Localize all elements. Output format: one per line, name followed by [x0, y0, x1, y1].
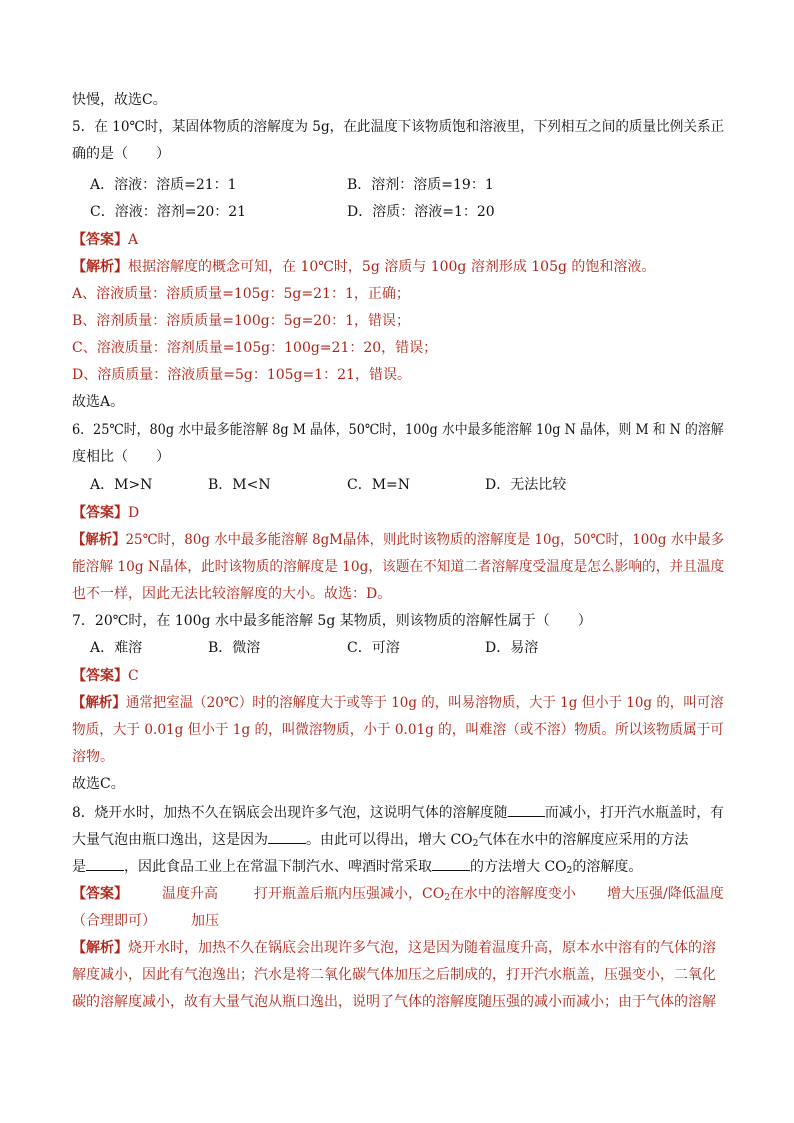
q8-stem-text: 是: [72, 859, 86, 875]
q5-analysis-b: B、溶剂质量：溶质质量=100g：5g=20：1，错误；: [72, 313, 411, 329]
q8-stem-text: 。由此可以得出，增大 CO: [306, 832, 473, 848]
q8-stem-text: 8．烧开水时，加热不久在锅底会出现许多气泡，这说明气体的溶解度随: [72, 805, 508, 821]
q5-analysis-c: C、溶液质量：溶剂质量=105g：100g=21：20，错误；: [72, 340, 438, 356]
answer-tag: 【答案】: [72, 668, 128, 684]
q8-answer-4: 加压: [191, 913, 219, 929]
q5-option-a: A．溶液：溶质=21：1: [90, 177, 237, 193]
q7-analysis-line1: [72, 693, 724, 713]
q8-answer-line1: [72, 884, 724, 904]
q8-analysis-line2: 解度减小，因此有气泡逸出；汽水是将二氧化碳气体加压之后制成的，打开汽水瓶盖，压强变小，二氧化: [72, 967, 716, 983]
q8-answer-3-note: （合理即可）: [72, 913, 156, 929]
answer-tag: 【答案】: [72, 886, 128, 902]
q7-analysis-line2: 物质，大于 0.01g 但小于 1g 的，叫微溶物质，小于 0.01g 的，叫难溶（或不溶）物质。所以该物质属于可: [72, 722, 724, 738]
analysis-tag: 【解析】: [72, 259, 128, 275]
q6-analysis-line3: 也不一样，因此无法比较溶解度的大小。故选：D。: [72, 586, 392, 602]
q8-stem-line3: [72, 856, 642, 877]
q8-stem-line2: [72, 829, 688, 850]
q5-option-c: C．溶液：溶剂=20：21: [90, 204, 247, 220]
q8-stem-text: 大量气泡由瓶口逸出，这是因为: [72, 832, 268, 848]
q8-analysis-line3: 碳的溶解度减小，故有大量气泡从瓶口逸出，说明了气体的溶解度随压强的减小而减小；由于气体的溶解: [72, 994, 716, 1010]
q7-option-b: B．微溶: [208, 640, 261, 656]
q8-stem-text: ，因此食品工业上在常温下制汽水、啤酒时常采取: [124, 859, 432, 875]
q6-analysis-text1: 25℃时，80g 水中最多能溶解 8gM晶体，则此时该物质的溶解度是 10g，50℃时，100g 水中最多: [125, 532, 725, 548]
q7-option-a: A．难溶: [90, 640, 143, 656]
fill-blank[interactable]: [86, 856, 124, 871]
q5-answer-value: A: [128, 232, 139, 248]
q5-stem-line1: 5．在 10℃时，某固体物质的溶解度为 5g，在此温度下该物质饱和溶液里，下列相互之间的质量比例关系正: [72, 119, 725, 135]
q5-conclusion: 故选A。: [72, 394, 125, 410]
answer-tag: 【答案】: [72, 505, 128, 521]
prev-analysis-tail: 快慢，故选C。: [72, 92, 167, 108]
fill-blank[interactable]: [268, 829, 306, 844]
q7-answer: [72, 666, 139, 686]
q5-option-b: B．溶剂：溶质=19：1: [347, 177, 494, 193]
q5-analysis-d: D、溶质质量：溶液质量=5g：105g=1：21，错误。: [72, 367, 411, 383]
q5-stem-line2: 确的是（ ）: [72, 146, 170, 162]
q6-option-b: B．M<N: [208, 477, 271, 493]
q6-answer: [72, 503, 139, 523]
q6-stem-line1: 6．25℃时，80g 水中最多能溶解 8g M 晶体，50℃时，100g 水中最多能溶解 10g N 晶体，则 M 和 N 的溶解: [72, 422, 724, 438]
q6-option-d: D．无法比较: [485, 477, 567, 493]
analysis-tag: 【解析】: [72, 940, 128, 956]
q8-stem-line1: [72, 802, 724, 823]
q5-option-d: D．溶质：溶液=1：20: [347, 204, 495, 220]
q6-option-a: A．M>N: [90, 477, 153, 493]
q5-answer: [72, 230, 138, 250]
q8-analysis-line1: [72, 938, 716, 958]
q8-answer-3: 增大压强/降低温度: [607, 886, 724, 902]
q8-stem-text: 的溶解度。: [572, 859, 643, 875]
q7-answer-value: C: [128, 668, 139, 684]
analysis-tag: 【解析】: [72, 532, 126, 548]
q7-conclusion: 故选C。: [72, 776, 125, 792]
fill-blank[interactable]: [432, 856, 470, 871]
subscript: 2: [444, 893, 450, 903]
q6-stem-line2: 度相比（ ）: [72, 449, 170, 465]
q8-analysis-text1: 烧开水时，加热不久在锅底会出现许多气泡，这是因为随着温度升高，原本水中溶有的气体的溶: [128, 940, 716, 956]
q6-analysis-line1: [72, 530, 724, 550]
fill-blank[interactable]: [508, 802, 545, 817]
q8-answer-2-text: 在水中的溶解度变小: [449, 886, 576, 902]
q7-stem: 7．20℃时，在 100g 水中最多能溶解 5g 某物质，则该物质的溶解性属于（ ）: [72, 613, 592, 629]
q6-option-c: C．M=N: [347, 477, 411, 493]
q7-analysis-text1: 通常把室温（20℃）时的溶解度大于或等于 10g 的，叫易溶物质，大于 1g 但小于 10g 的，叫可溶: [125, 695, 724, 711]
q7-option-d: D．易溶: [485, 640, 539, 656]
subscript: 2: [472, 839, 479, 849]
q6-answer-value: D: [128, 505, 140, 521]
q5-analysis-text: 根据溶解度的概念可知，在 10℃时，5g 溶质与 100g 溶剂形成 105g 的饱和溶液。: [128, 259, 656, 275]
q8-answer-1: 温度升高: [162, 886, 218, 902]
q5-analysis-a: A、溶液质量：溶质质量=105g：5g=21：1，正确；: [72, 286, 410, 302]
q6-analysis-line2: 能溶解 10g N晶体，此时该物质的溶解度是 10g，该题在不知道二者溶解度受温度是怎么影响的，并且温度: [72, 559, 725, 575]
q8-answer-line2: [72, 911, 724, 931]
q8-answer-2: [254, 884, 576, 904]
analysis-tag: 【解析】: [72, 695, 126, 711]
q7-analysis-line3: 溶物。: [72, 749, 114, 765]
q5-analysis: [72, 257, 655, 277]
q7-option-c: C．可溶: [347, 640, 400, 656]
q8-stem-text: 气体在水中的溶解度应采用的方法: [478, 832, 689, 848]
answer-tag: 【答案】: [72, 232, 128, 248]
subscript: 2: [566, 866, 573, 876]
q8-stem-text: 而减小，打开汽水瓶盖时，有: [544, 805, 724, 821]
q8-stem-text: 的方法增大 CO: [470, 859, 567, 875]
q8-answer-2-text: 打开瓶盖后瓶内压强减小，CO: [254, 886, 445, 902]
